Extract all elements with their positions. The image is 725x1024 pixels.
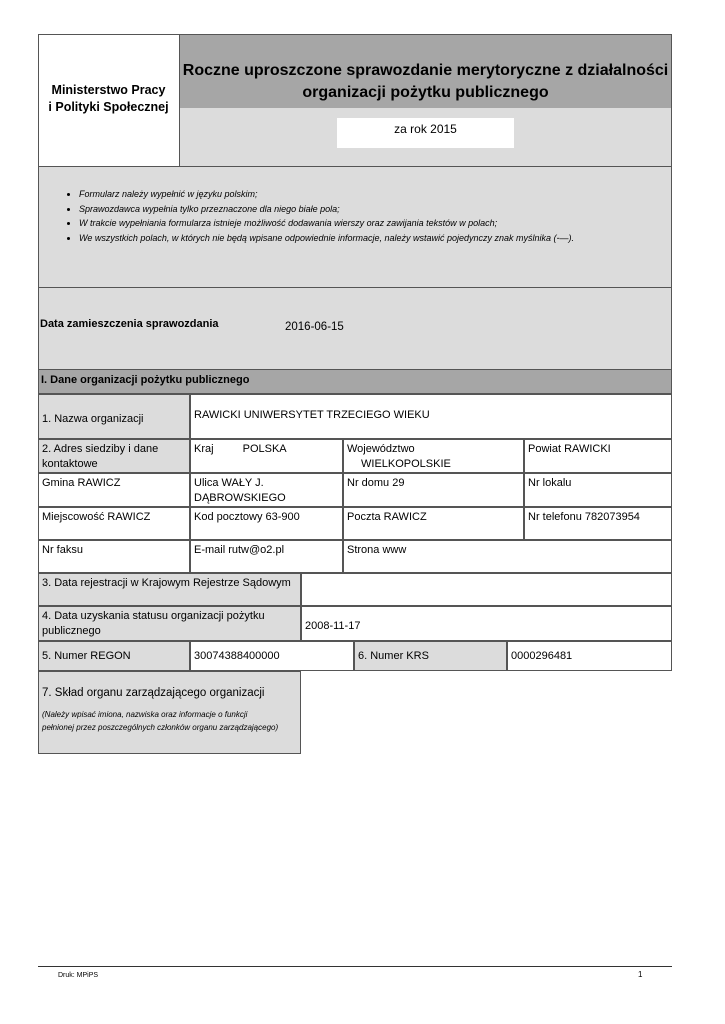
phone-value: Nr telefonu 782073954 [528, 511, 640, 523]
krs-label: 6. Numer KRS [358, 650, 429, 662]
postal-code-cell[interactable] [190, 507, 343, 540]
krs-value: 0000296481 [511, 650, 573, 662]
postal-code-value: Kod pocztowy 63-900 [194, 511, 300, 523]
house-number-cell[interactable] [343, 473, 524, 507]
fax-value: Nr faksu [42, 544, 83, 556]
status-value-cell[interactable] [301, 606, 672, 641]
instructions-box [38, 167, 672, 288]
regon-label: 5. Numer REGON [42, 650, 131, 662]
email-value: E-mail rutw@o2.pl [194, 544, 285, 556]
title-line1: Roczne uproszczone sprawozdanie merytoryczne z działalności [182, 62, 669, 79]
city-cell[interactable] [38, 507, 190, 540]
address-label: 2. Adres siedziby i dane kontaktowe [42, 443, 159, 470]
section1-title [38, 370, 672, 394]
board-label: 7. Skład organu zarządzającego organizacji [42, 687, 265, 699]
commune-cell[interactable] [38, 473, 190, 507]
street-cell[interactable] [190, 473, 343, 507]
instruction-item: • We wszystkich polach, w których nie będą wpisane odpowiednie informacje, należy wstawić pojedynczy znak myślnika (-—). [79, 231, 671, 246]
voivodeship-cell[interactable] [343, 439, 524, 473]
title-cell [180, 35, 671, 108]
instruction-item: • Formularz należy wypełnić w języku polskim; [79, 187, 671, 202]
board-note-line2: pełnionej przez poszczególnych członków organu zarządzającego) [42, 723, 279, 732]
voivodeship-label: Województwo [347, 443, 415, 455]
instruction-item: • W trakcie wypełniania formularza istnieje możliwość dodawania wierszy oraz zawijania tekstów w polach; [79, 216, 671, 231]
footer-rule [38, 966, 672, 967]
title-line2: organizacji pożytku publicznego [302, 84, 549, 101]
footer-left: Druk: MPiPS [58, 972, 99, 979]
instruction-item: • Sprawozdawca wypełnia tylko przeznaczone dla niego białe pola; [79, 202, 671, 217]
street-line1: Ulica WAŁY J. [194, 477, 264, 489]
regon-value: 30074388400000 [194, 650, 280, 662]
org-name-value-cell[interactable] [190, 394, 672, 439]
status-label-line2: publicznego [42, 625, 101, 637]
status-label-line1: 4. Data uzyskania statusu organizacji pożytku [42, 610, 265, 622]
status-label-cell [38, 606, 301, 641]
ministry-cell [38, 34, 180, 167]
org-name-value: RAWICKI UNIWERSYTET TRZECIEGO WIEKU [194, 409, 430, 421]
section1-title-text: I. Dane organizacji pożytku publicznego [41, 374, 250, 386]
ministry-line2: i Polityki Społecznej [48, 100, 169, 114]
krs-value-cell[interactable] [507, 641, 672, 671]
phone-cell[interactable] [524, 507, 672, 540]
report-date-value: 2016-06-15 [285, 321, 344, 333]
apartment-number-cell[interactable] [524, 473, 672, 507]
post-office-cell[interactable] [343, 507, 524, 540]
board-note-line1: (Należy wpisać imiona, nazwiska oraz informacje o funkcji [42, 710, 248, 719]
krs-label-cell [354, 641, 507, 671]
apartment-number-value: Nr lokalu [528, 477, 572, 489]
status-value: 2008-11-17 [305, 620, 361, 632]
city-value: Miejscowość RAWICZ [42, 511, 151, 523]
org-name-label: 1. Nazwa organizacji [42, 413, 144, 425]
county-cell[interactable] [524, 439, 672, 473]
voivodeship-value: WIELKOPOLSKIE [361, 458, 451, 470]
country-value: POLSKA [242, 443, 287, 455]
street-line2: DĄBROWSKIEGO [194, 492, 286, 504]
krs-date-value-cell[interactable] [301, 573, 672, 606]
county-value: Powiat RAWICKI [528, 443, 611, 455]
website-value: Strona www [347, 544, 407, 556]
year-label: za rok 2015 [394, 122, 457, 136]
house-number-value: Nr domu 29 [347, 477, 405, 489]
email-cell[interactable] [190, 540, 343, 573]
address-label-cell [38, 439, 190, 473]
org-name-label-cell [38, 394, 190, 439]
ministry-line1: Ministerstwo Pracy [51, 83, 166, 97]
website-cell[interactable] [343, 540, 672, 573]
regon-value-cell[interactable] [190, 641, 354, 671]
post-office-value: Poczta RAWICZ [347, 511, 427, 523]
report-date-label: Data zamieszczenia sprawozdania [40, 318, 219, 330]
instructions-list [39, 187, 671, 245]
year-box [337, 118, 514, 148]
fax-cell[interactable] [38, 540, 190, 573]
page-number: 1 [638, 970, 643, 979]
country-cell[interactable] [190, 439, 343, 473]
board-note [42, 708, 297, 734]
board-label-cell [38, 671, 301, 754]
country-label: Kraj [194, 443, 214, 455]
commune-value: Gmina RAWICZ [42, 477, 121, 489]
krs-date-label-cell [38, 573, 301, 606]
krs-date-label: 3. Data rejestracji w Krajowym Rejestrze Sądowym [42, 577, 291, 589]
regon-label-cell [38, 641, 190, 671]
